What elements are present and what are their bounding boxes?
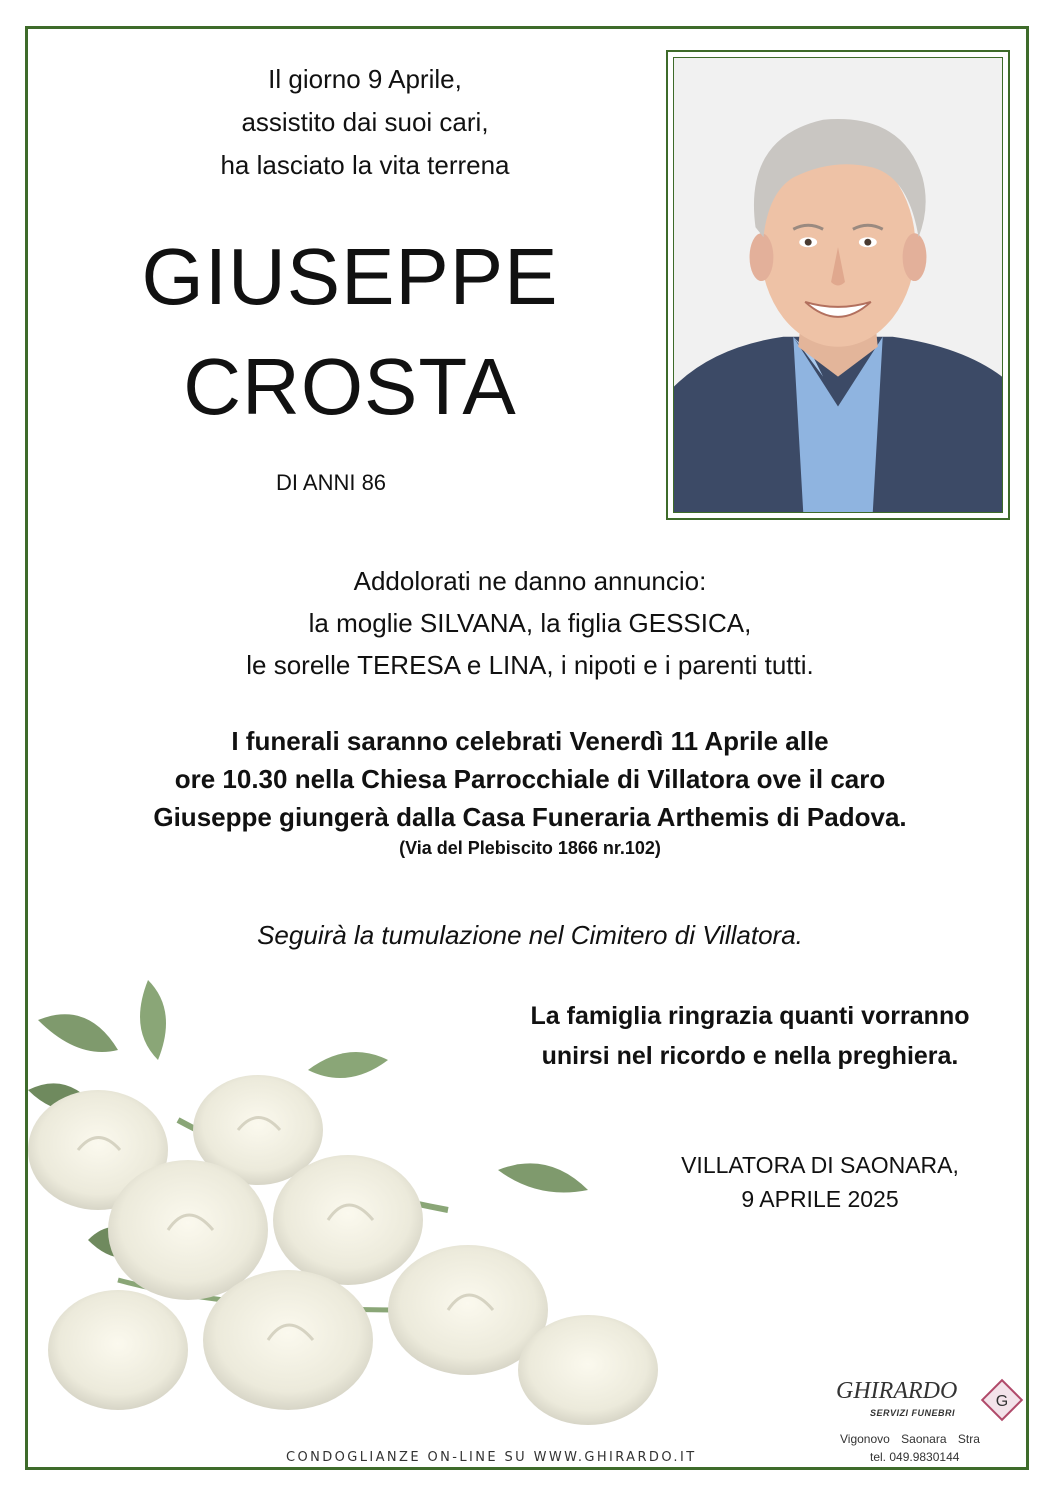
logo-subtitle: SERVIZI FUNEBRI <box>870 1408 956 1418</box>
place-and-date <box>640 1148 1000 1216</box>
deceased-age: DI ANNI 86 <box>276 470 387 495</box>
burial-note: Seguirà la tumulazione nel Cimitero di Villatora. <box>257 920 803 950</box>
portrait-image <box>674 58 1002 512</box>
thanks-note <box>490 996 1010 1076</box>
place-line: VILLATORA DI SAONARA, <box>681 1152 959 1178</box>
logo-mark-icon <box>980 1378 1024 1422</box>
portrait-photo <box>666 50 1010 520</box>
funeral-line: Giuseppe giungerà dalla Casa Funeraria Arthemis di Padova. <box>153 802 907 832</box>
deceased-last-name: CROSTA <box>183 342 517 431</box>
funeral-line: I funerali saranno celebrati Venerdì 11 Aprile alle <box>231 726 829 756</box>
condolences-link[interactable]: CONDOGLIANZE ON-LINE SU WWW.GHIRARDO.IT <box>286 1450 697 1465</box>
funeral-line: ore 10.30 nella Chiesa Parrocchiale di Villatora ove il caro <box>174 764 886 794</box>
announce-line: le sorelle TERESA e LINA, i nipoti e i parenti tutti. <box>246 650 814 680</box>
date-line: 9 APRILE 2025 <box>741 1186 899 1212</box>
logo-locations: Vigonovo Saonara Stra <box>840 1432 980 1446</box>
deceased-first-name: GIUSEPPE <box>141 232 559 321</box>
thanks-line: La famiglia ringrazia quanti vorranno <box>530 1002 970 1030</box>
logo-name: GHIRARDO <box>836 1378 958 1404</box>
funeral-details <box>60 722 1000 836</box>
announcement <box>150 560 910 686</box>
logo-mark-letter: G <box>995 1393 1009 1410</box>
funeral-home-logo <box>830 1378 1030 1468</box>
intro-line: Il giorno 9 Aprile, <box>268 64 462 94</box>
intro-text <box>150 58 580 187</box>
funeral-address: (Via del Plebiscito 1866 nr.102) <box>399 838 661 858</box>
thanks-line: unirsi nel ricordo e nella preghiera. <box>541 1042 959 1070</box>
announce-line: la moglie SILVANA, la figlia GESSICA, <box>308 608 752 638</box>
intro-line: ha lasciato la vita terrena <box>220 150 510 180</box>
intro-line: assistito dai suoi cari, <box>241 107 489 137</box>
announce-line: Addolorati ne danno annuncio: <box>353 566 707 596</box>
logo-phone: tel. 049.9830144 <box>870 1450 960 1464</box>
